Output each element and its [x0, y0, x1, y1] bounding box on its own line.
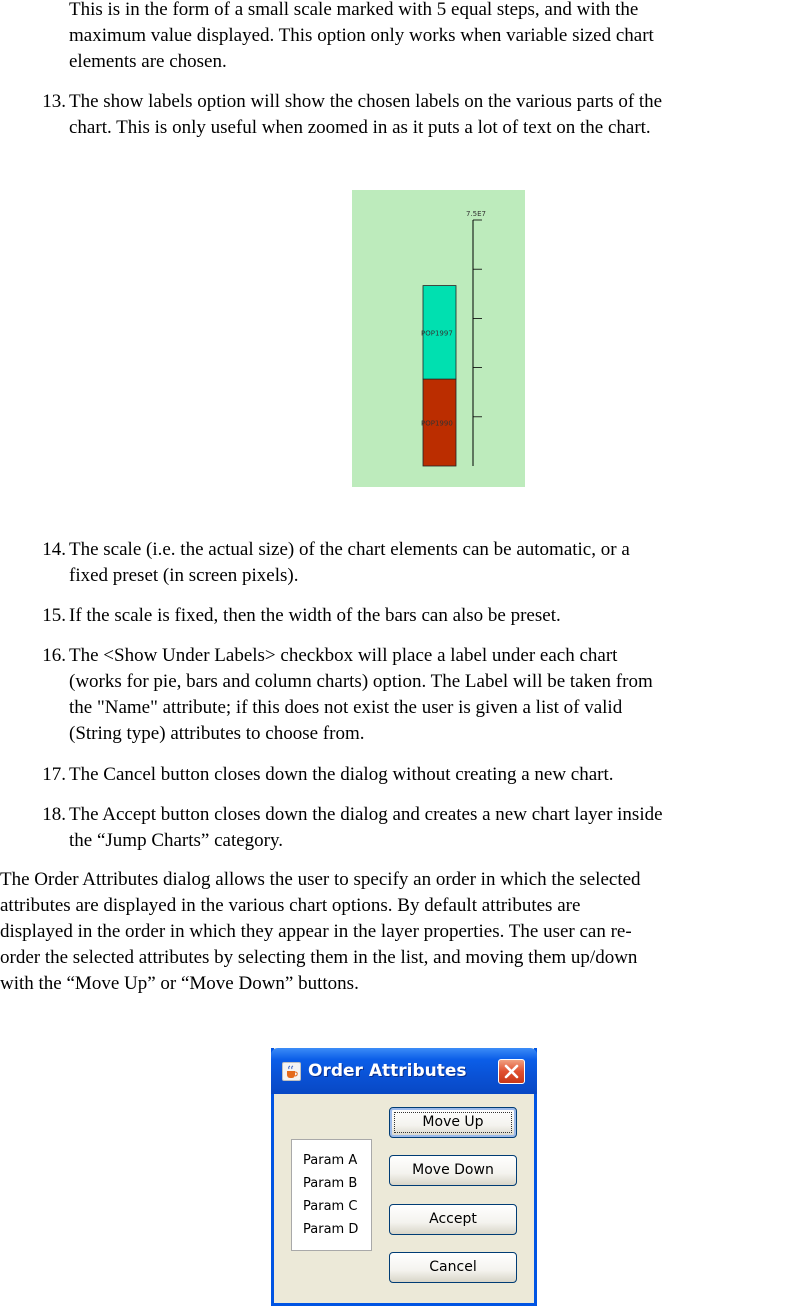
- item-line: The <Show Under Labels> checkbox will place a label under each chart: [69, 645, 618, 666]
- bar-label-pop1990: POP1990: [421, 419, 453, 428]
- move-down-button[interactable]: Move Down: [389, 1155, 517, 1186]
- closing-line: order the selected attributes by selecting them in the list, and moving them up/down: [0, 947, 638, 968]
- item-line: the "Name" attribute; if this does not exist the user is given a list of valid: [69, 697, 623, 718]
- cancel-button[interactable]: Cancel: [389, 1252, 517, 1283]
- item-line: The Cancel button closes down the dialog without creating a new chart.: [69, 764, 614, 785]
- item-line: (works for pie, bars and column charts) option. The Label will be taken from: [69, 671, 653, 692]
- item-line: (String type) attributes to choose from.: [69, 723, 365, 744]
- item-line: fixed preset (in screen pixels).: [69, 565, 299, 586]
- item-number: 18.: [42, 804, 66, 825]
- close-button[interactable]: [498, 1059, 525, 1084]
- item-line: The Accept button closes down the dialog and creates a new chart layer inside: [69, 804, 663, 825]
- close-icon: [499, 1060, 524, 1083]
- bar-label-pop1997: POP1997: [421, 329, 453, 338]
- chart-figure: [352, 190, 525, 487]
- intro-line: maximum value displayed. This option only works when variable sized chart: [69, 25, 654, 46]
- item-line: The show labels option will show the chosen labels on the various parts of the: [69, 91, 663, 112]
- dialog-titlebar[interactable]: [271, 1048, 537, 1094]
- item-line: If the scale is fixed, then the width of the bars can also be preset.: [69, 605, 561, 626]
- order-attributes-dialog: [271, 1048, 537, 1306]
- item-line: chart. This is only useful when zoomed in as it puts a lot of text on the chart.: [69, 117, 651, 138]
- scale-max-label: 7.5E7: [466, 210, 487, 218]
- closing-line: attributes are displayed in the various chart options. By default attributes are: [0, 895, 581, 916]
- item-line: the “Jump Charts” category.: [69, 830, 284, 851]
- move-up-button[interactable]: Move Up: [389, 1107, 517, 1138]
- accept-button[interactable]: Accept: [389, 1204, 517, 1235]
- item-number: 16.: [42, 645, 66, 666]
- intro-line: This is in the form of a small scale marked with 5 equal steps, and with the: [69, 0, 639, 20]
- list-item[interactable]: Param D: [303, 1222, 359, 1237]
- closing-line: with the “Move Up” or “Move Down” buttons.: [0, 973, 359, 994]
- list-item[interactable]: Param C: [303, 1199, 358, 1214]
- dialog-title: Order Attributes: [308, 1061, 467, 1081]
- intro-line: elements are chosen.: [69, 51, 227, 72]
- item-number: 14.: [42, 539, 66, 560]
- java-cup-icon: [282, 1062, 301, 1081]
- attributes-list[interactable]: [291, 1139, 372, 1251]
- item-line: The scale (i.e. the actual size) of the chart elements can be automatic, or a: [69, 539, 630, 560]
- closing-line: displayed in the order in which they appear in the layer properties. The user can re-: [0, 921, 632, 942]
- list-item[interactable]: Param B: [303, 1176, 358, 1191]
- list-item[interactable]: Param A: [303, 1153, 358, 1168]
- chart-svg: [352, 190, 525, 487]
- item-number: 15.: [42, 605, 66, 626]
- closing-line: The Order Attributes dialog allows the user to specify an order in which the selected: [0, 869, 641, 890]
- java-cup-icon-graphic: [283, 1063, 300, 1080]
- item-number: 17.: [42, 764, 66, 785]
- item-number: 13.: [42, 91, 66, 112]
